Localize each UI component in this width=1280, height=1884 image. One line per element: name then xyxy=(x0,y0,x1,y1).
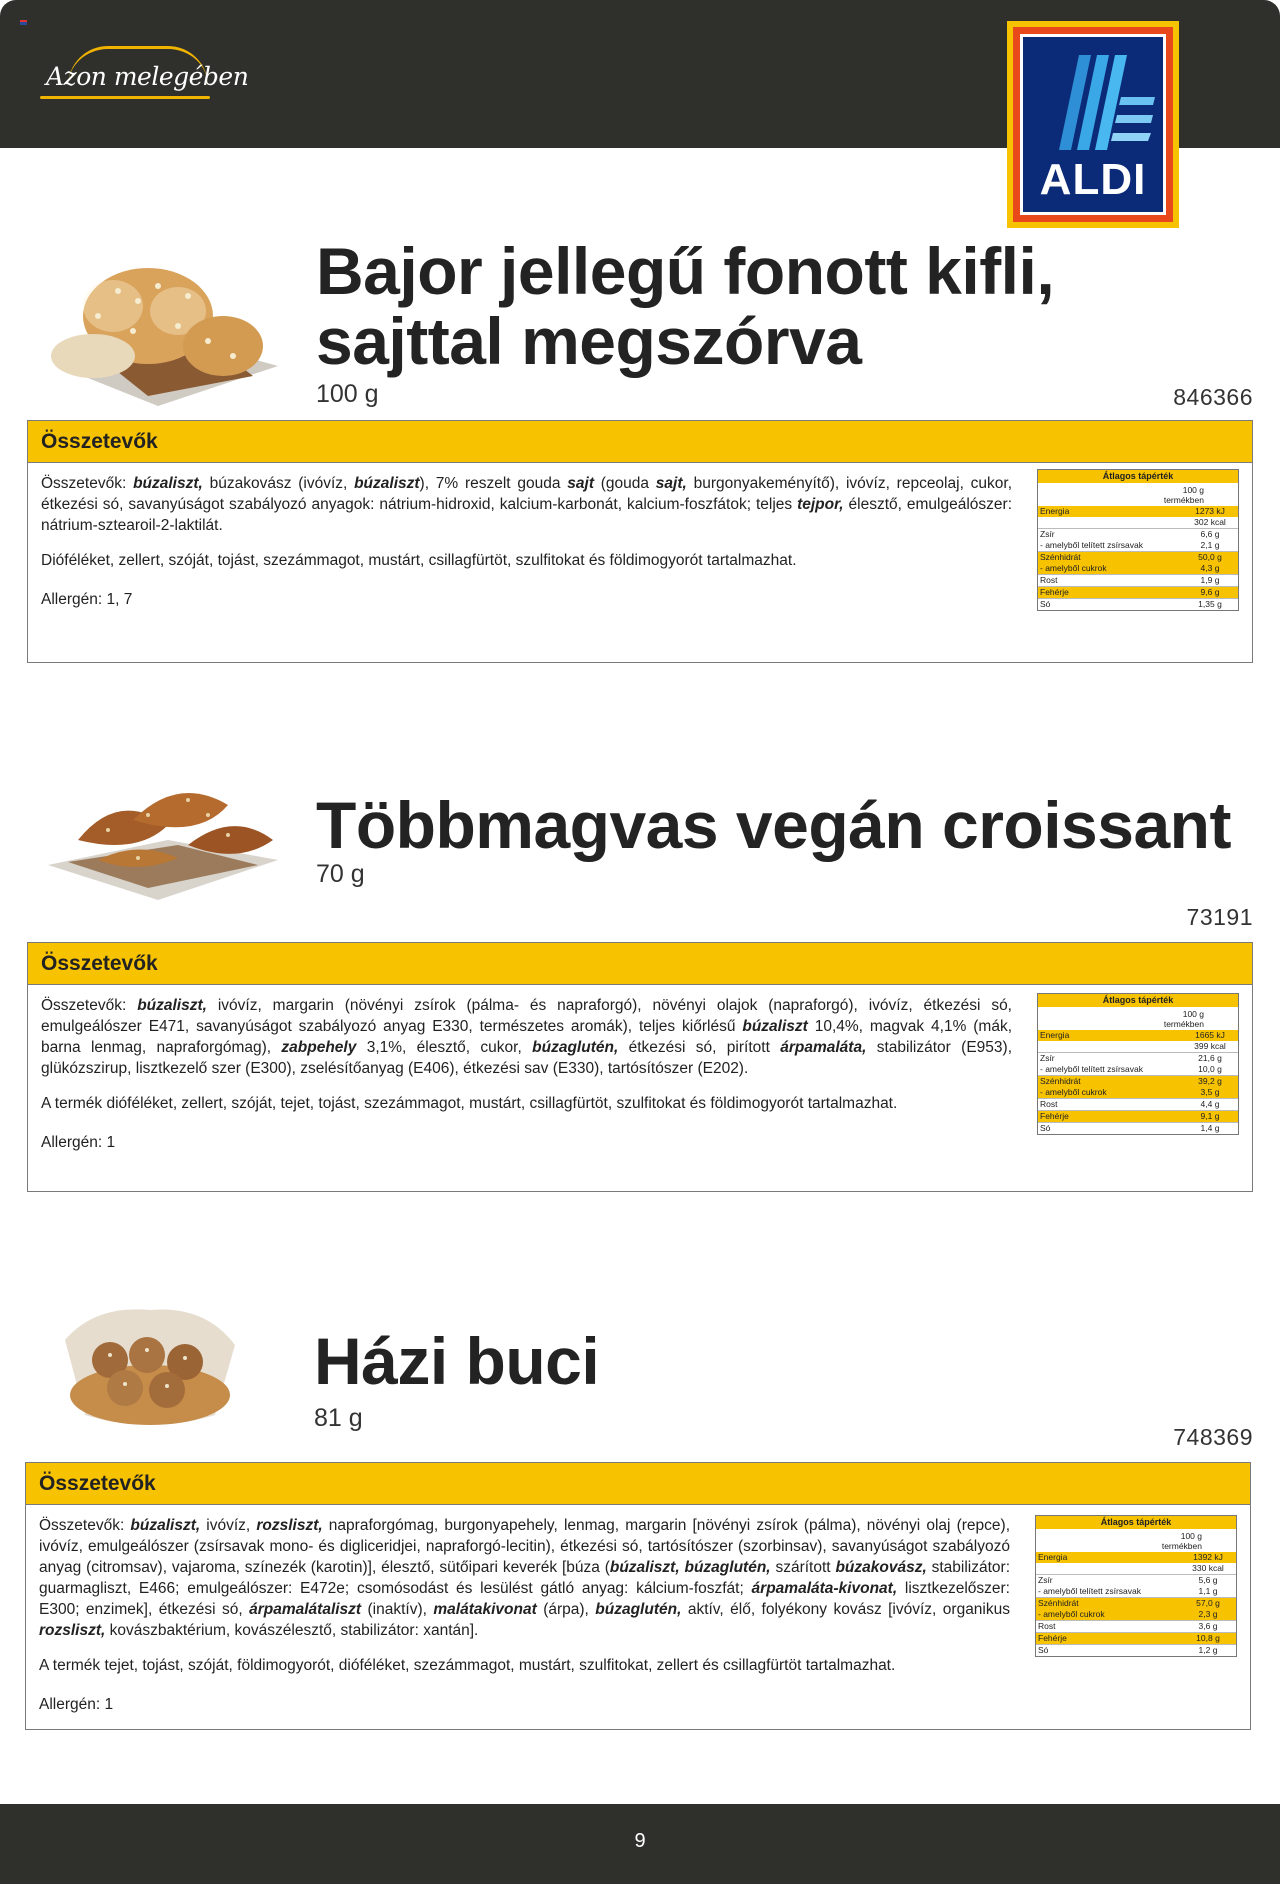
nutrition-value: 3,5 g xyxy=(1200,1087,1220,1097)
product-weight: 81 g xyxy=(314,1404,363,1432)
ingredient-segment: Összetevők: xyxy=(41,997,138,1014)
ingredient-segment: ), 7% reszelt gouda xyxy=(419,475,568,492)
ingredient-segment: (árpa), xyxy=(536,1601,596,1618)
nutrition-row xyxy=(1036,1609,1236,1620)
nutrition-value: 1,1 g xyxy=(1198,1586,1218,1596)
section-title: Összetevők xyxy=(26,1463,1250,1505)
ingredient-segment: burgonyakeményítő), ivóvíz, repceolaj, cukor, étkezési só, savanyúságot szabályozó anyagok: nátrium-hidroxid, kalcium-karbonát, kalcium-foszfátok; teljes xyxy=(41,475,1012,513)
nutrition-label: Rost xyxy=(1040,575,1058,585)
allergen-highlight: búzaliszt xyxy=(742,1018,808,1035)
allergen-highlight: zabpehely xyxy=(281,1039,357,1056)
nutrition-value: 1273 kJ xyxy=(1195,506,1225,516)
nutrition-per-line: termékben xyxy=(1163,495,1204,505)
nutrition-row xyxy=(1038,1110,1238,1122)
nutrition-label: Rost xyxy=(1038,1621,1056,1631)
may-contain-text: Dióféléket, zellert, szóját, tojást, szezámmagot, mustárt, csillagfürtöt, szulfitokat és földimogyorót tartalmazhat. xyxy=(41,552,797,569)
nutrition-value: 57,0 g xyxy=(1196,1598,1220,1608)
nutrition-label: - amelyből telített zsírsavak xyxy=(1038,1586,1141,1596)
nutrition-row xyxy=(1038,1122,1238,1134)
ingredient-segment: lisztkezelőszer: E300; enzimek], étkezési só, xyxy=(39,1580,1010,1618)
nutrition-row xyxy=(1036,1597,1236,1609)
nutrition-label: Szénhidrát xyxy=(1040,552,1081,562)
product-weight: 100 g xyxy=(316,380,379,408)
nutrition-row xyxy=(1036,1632,1236,1644)
wheat-icon xyxy=(40,96,210,99)
nutrition-value: 50,0 g xyxy=(1198,552,1222,562)
nutrition-per-line: termékben xyxy=(1163,1019,1204,1029)
ingredient-segment: ivóvíz, margarin (növényi zsírok (pálma- és napraforgó), növényi olajok (napraforgó), ivóvíz, étkezési só, emulgeálószer E471, savanyúságot szabályozó anyag E330, természetes aromák), teljes kiőrlésű xyxy=(41,997,1012,1035)
may-contain-text: A termék dióféléket, zellert, szóját, tejet, tojást, szezámmagot, mustárt, csillagfürtöt, szulfitokat és földimogyorót tartalmazhat. xyxy=(41,1095,898,1112)
nutrition-label: Zsír xyxy=(1038,1575,1053,1585)
nutrition-value: 10,8 g xyxy=(1196,1633,1220,1643)
nutrition-row xyxy=(1038,586,1238,598)
nutrition-label: - amelyből cukrok xyxy=(1038,1609,1105,1619)
nutrition-row xyxy=(1036,1586,1236,1597)
nutrition-row xyxy=(1038,598,1238,610)
nutrition-value: 1,2 g xyxy=(1198,1645,1218,1655)
allergen-highlight: búzaglutén, xyxy=(532,1039,619,1056)
ingredient-segment: 10,4%, magvak 4,1% (mák, barna lenmag, napraforgómag), xyxy=(41,1018,1012,1056)
nutrition-row xyxy=(1038,563,1238,574)
nutrition-row xyxy=(1038,1087,1238,1098)
nutrition-value: 1665 kJ xyxy=(1195,1030,1225,1040)
nutrition-row xyxy=(1038,517,1238,528)
allergen-highlight: búzaliszt xyxy=(354,475,420,492)
ingredients-box xyxy=(25,1462,1251,1730)
ingredient-segment: ivóvíz, xyxy=(200,1517,257,1534)
croissant-photo xyxy=(38,770,288,905)
product-code: 73191 xyxy=(1186,904,1253,930)
allergen-highlight: tejpor, xyxy=(797,496,844,513)
ingredients-text xyxy=(39,1515,1010,1641)
brand-tagline: Azon melegében xyxy=(46,62,249,91)
ingredients-box xyxy=(27,942,1253,1192)
nutrition-label: Szénhidrát xyxy=(1038,1598,1079,1608)
footer-bar xyxy=(0,1804,1280,1884)
nutrition-row xyxy=(1038,1064,1238,1075)
nutrition-label: Energia xyxy=(1038,1552,1068,1562)
nutrition-row xyxy=(1036,1552,1236,1563)
nutrition-value: 3,6 g xyxy=(1198,1621,1218,1631)
allergen-highlight: rozsliszt, xyxy=(39,1622,106,1639)
section-title: Összetevők xyxy=(28,421,1252,463)
nutrition-per xyxy=(1036,1529,1236,1552)
product-title: Bajor jellegű fonott kifli, xyxy=(316,234,1055,308)
allergen-highlight: árpamaláta, xyxy=(780,1039,867,1056)
nutrition-header: Átlagos tápérték xyxy=(1038,994,1238,1007)
nutrition-per-line: 100 g xyxy=(1182,485,1204,495)
allergen-highlight: rozsliszt, xyxy=(256,1517,323,1534)
allergen-highlight: búzaliszt, xyxy=(137,997,207,1014)
ingredient-segment: élesztő, emulgeálószer: nátrium-sztearoil-2-laktilát. xyxy=(41,496,1012,534)
allergen-highlight: búzaglutén, xyxy=(595,1601,682,1618)
nutrition-value: 1,35 g xyxy=(1198,599,1222,609)
allergen-highlight: árpamalátaliszt xyxy=(249,1601,362,1618)
allergen-text: Allergén: 1, 7 xyxy=(41,591,133,608)
nutrition-row xyxy=(1038,1098,1238,1110)
nutrition-table xyxy=(1037,469,1239,611)
nutrition-value: 4,3 g xyxy=(1200,563,1220,573)
nutrition-row xyxy=(1038,1030,1238,1041)
nutrition-value: 330 kcal xyxy=(1192,1563,1224,1573)
bread-roll-photo xyxy=(55,1300,245,1435)
nutrition-value: 399 kcal xyxy=(1194,1041,1226,1051)
nutrition-value: 4,4 g xyxy=(1200,1099,1220,1109)
nutrition-value: 6,6 g xyxy=(1200,529,1220,539)
nutrition-value: 302 kcal xyxy=(1194,517,1226,527)
allergen-highlight: árpamaláta-kivonat, xyxy=(751,1580,898,1597)
nutrition-label: Energia xyxy=(1040,506,1070,516)
ingredient-segment: 3,1%, élesztő, cukor, xyxy=(356,1039,533,1056)
allergen-highlight: sajt xyxy=(567,475,594,492)
pretzel-photo xyxy=(38,246,283,411)
nutrition-row xyxy=(1038,551,1238,563)
nutrition-per xyxy=(1038,483,1238,506)
nutrition-row xyxy=(1036,1574,1236,1586)
ingredients-box xyxy=(27,420,1253,663)
nutrition-value: 1392 kJ xyxy=(1193,1552,1223,1562)
nutrition-value: 2,1 g xyxy=(1200,540,1220,550)
nutrition-row xyxy=(1036,1644,1236,1656)
ingredient-segment: búzakovász (ivóvíz, xyxy=(202,475,355,492)
nutrition-value: 10,0 g xyxy=(1198,1064,1222,1074)
ingredients-text xyxy=(41,473,1012,536)
nutrition-value: 1,9 g xyxy=(1200,575,1220,585)
allergen-highlight: búzakovász, xyxy=(835,1559,927,1576)
nutrition-label: Só xyxy=(1040,1123,1051,1133)
product-title: Házi buci xyxy=(314,1324,600,1398)
allergen-highlight: búzaliszt, xyxy=(130,1517,201,1534)
nutrition-row xyxy=(1038,528,1238,540)
page-number: 9 xyxy=(634,1830,646,1852)
ingredient-segment: étkezési só, pirított xyxy=(618,1039,781,1056)
allergen-highlight: malátakivonat xyxy=(433,1601,537,1618)
nutrition-label: Szénhidrát xyxy=(1040,1076,1081,1086)
flag-icon xyxy=(20,20,27,25)
nutrition-label: Só xyxy=(1040,599,1051,609)
nutrition-label: Fehérje xyxy=(1040,587,1069,597)
nutrition-per xyxy=(1038,1007,1238,1030)
ingredient-segment: stabilizátor (E953), glükózszirup, lisztkezelő szer (E300), zselésítőanyag (E406), étkezési sav (E330), tartósítószer (E202). xyxy=(41,1039,1013,1077)
nutrition-value: 21,6 g xyxy=(1198,1053,1222,1063)
ingredient-segment: kovászbaktérium, kovászélesztő, stabilizátor: xantán]. xyxy=(105,1622,479,1639)
nutrition-value: 5,6 g xyxy=(1198,1575,1218,1585)
nutrition-per-line: 100 g xyxy=(1180,1531,1202,1541)
nutrition-label: Fehérje xyxy=(1038,1633,1067,1643)
nutrition-per-line: termékben xyxy=(1161,1541,1202,1551)
nutrition-row xyxy=(1038,1041,1238,1052)
nutrition-value: 9,1 g xyxy=(1200,1111,1220,1121)
product-title-line2: sajttal megszórva xyxy=(316,304,862,378)
nutrition-label: Zsír xyxy=(1040,529,1055,539)
allergen-highlight: búzaliszt, búzaglutén, xyxy=(609,1559,771,1576)
nutrition-row xyxy=(1038,506,1238,517)
nutrition-label: - amelyből cukrok xyxy=(1040,1087,1107,1097)
ingredient-segment: (gouda xyxy=(593,475,656,492)
ingredient-segment: (inaktív), xyxy=(361,1601,434,1618)
aldi-logo xyxy=(1007,21,1179,228)
product-code: 846366 xyxy=(1173,384,1253,410)
ingredient-segment: Összetevők: xyxy=(41,475,134,492)
nutrition-row xyxy=(1038,574,1238,586)
nutrition-label: Fehérje xyxy=(1040,1111,1069,1121)
allergen-highlight: sajt, xyxy=(655,475,687,492)
aldi-stripes-icon xyxy=(1041,55,1161,150)
ingredient-segment: stabilizátor: guarmagliszt, E466; emulgeálószer: E472e; csomósodást és lesülést gátló anyag: kálcium-foszfát; xyxy=(39,1559,1010,1597)
nutrition-value: 1,4 g xyxy=(1200,1123,1220,1133)
section-title: Összetevők xyxy=(28,943,1252,985)
nutrition-table xyxy=(1037,993,1239,1135)
nutrition-value: 2,3 g xyxy=(1198,1609,1218,1619)
nutrition-per-line: 100 g xyxy=(1182,1009,1204,1019)
nutrition-row xyxy=(1038,1075,1238,1087)
ingredient-segment: szárított xyxy=(770,1559,836,1576)
ingredient-segment: napraforgómag, burgonyapehely, lenmag, margarin [növényi zsírok (pálma), növényi olaj (repce), ivóvíz, emulgeálószer (zsírsavak mono- és digliceridjei, napraforgó-lecitin), étkezési só, tartósítószer (szorbinsav), savanyúságot szabályozó anyag (citromsav), vajaroma, színezék (karotin)], élesztő, sütőipari keverék [búza ( xyxy=(39,1517,1010,1576)
nutrition-row xyxy=(1038,1052,1238,1064)
nutrition-value: 9,6 g xyxy=(1200,587,1220,597)
nutrition-table xyxy=(1035,1515,1237,1657)
ingredient-segment: Összetevők: xyxy=(39,1517,131,1534)
product-title: Többmagvas vegán croissant xyxy=(316,788,1231,862)
nutrition-label: - amelyből telített zsírsavak xyxy=(1040,1064,1143,1074)
nutrition-label: Energia xyxy=(1040,1030,1070,1040)
nutrition-label: Rost xyxy=(1040,1099,1058,1109)
nutrition-label: - amelyből telített zsírsavak xyxy=(1040,540,1143,550)
ingredients-text xyxy=(41,995,1012,1079)
nutrition-label: Zsír xyxy=(1040,1053,1055,1063)
nutrition-value: 39,2 g xyxy=(1198,1076,1222,1086)
nutrition-label: - amelyből cukrok xyxy=(1040,563,1107,573)
product-weight: 70 g xyxy=(316,860,365,888)
brand-logo xyxy=(40,58,249,112)
nutrition-row xyxy=(1038,540,1238,551)
logo-text: ALDI xyxy=(1039,155,1147,204)
nutrition-row xyxy=(1036,1563,1236,1574)
ingredient-segment: aktív, élő, folyékony kovász [ivóvíz, organikus xyxy=(681,1601,1010,1618)
nutrition-row xyxy=(1036,1620,1236,1632)
nutrition-label: Só xyxy=(1038,1645,1049,1655)
may-contain-text: A termék tejet, tojást, szóját, földimogyorót, dióféléket, szezámmagot, mustárt, szulfitokat, zellert és csillagfürtöt tartalmazhat. xyxy=(39,1657,896,1674)
nutrition-header: Átlagos tápérték xyxy=(1038,470,1238,483)
nutrition-header: Átlagos tápérték xyxy=(1036,1516,1236,1529)
product-code: 748369 xyxy=(1173,1424,1253,1450)
allergen-text: Allergén: 1 xyxy=(39,1696,114,1713)
allergen-text: Allergén: 1 xyxy=(41,1134,116,1151)
allergen-highlight: búzaliszt, xyxy=(133,475,203,492)
